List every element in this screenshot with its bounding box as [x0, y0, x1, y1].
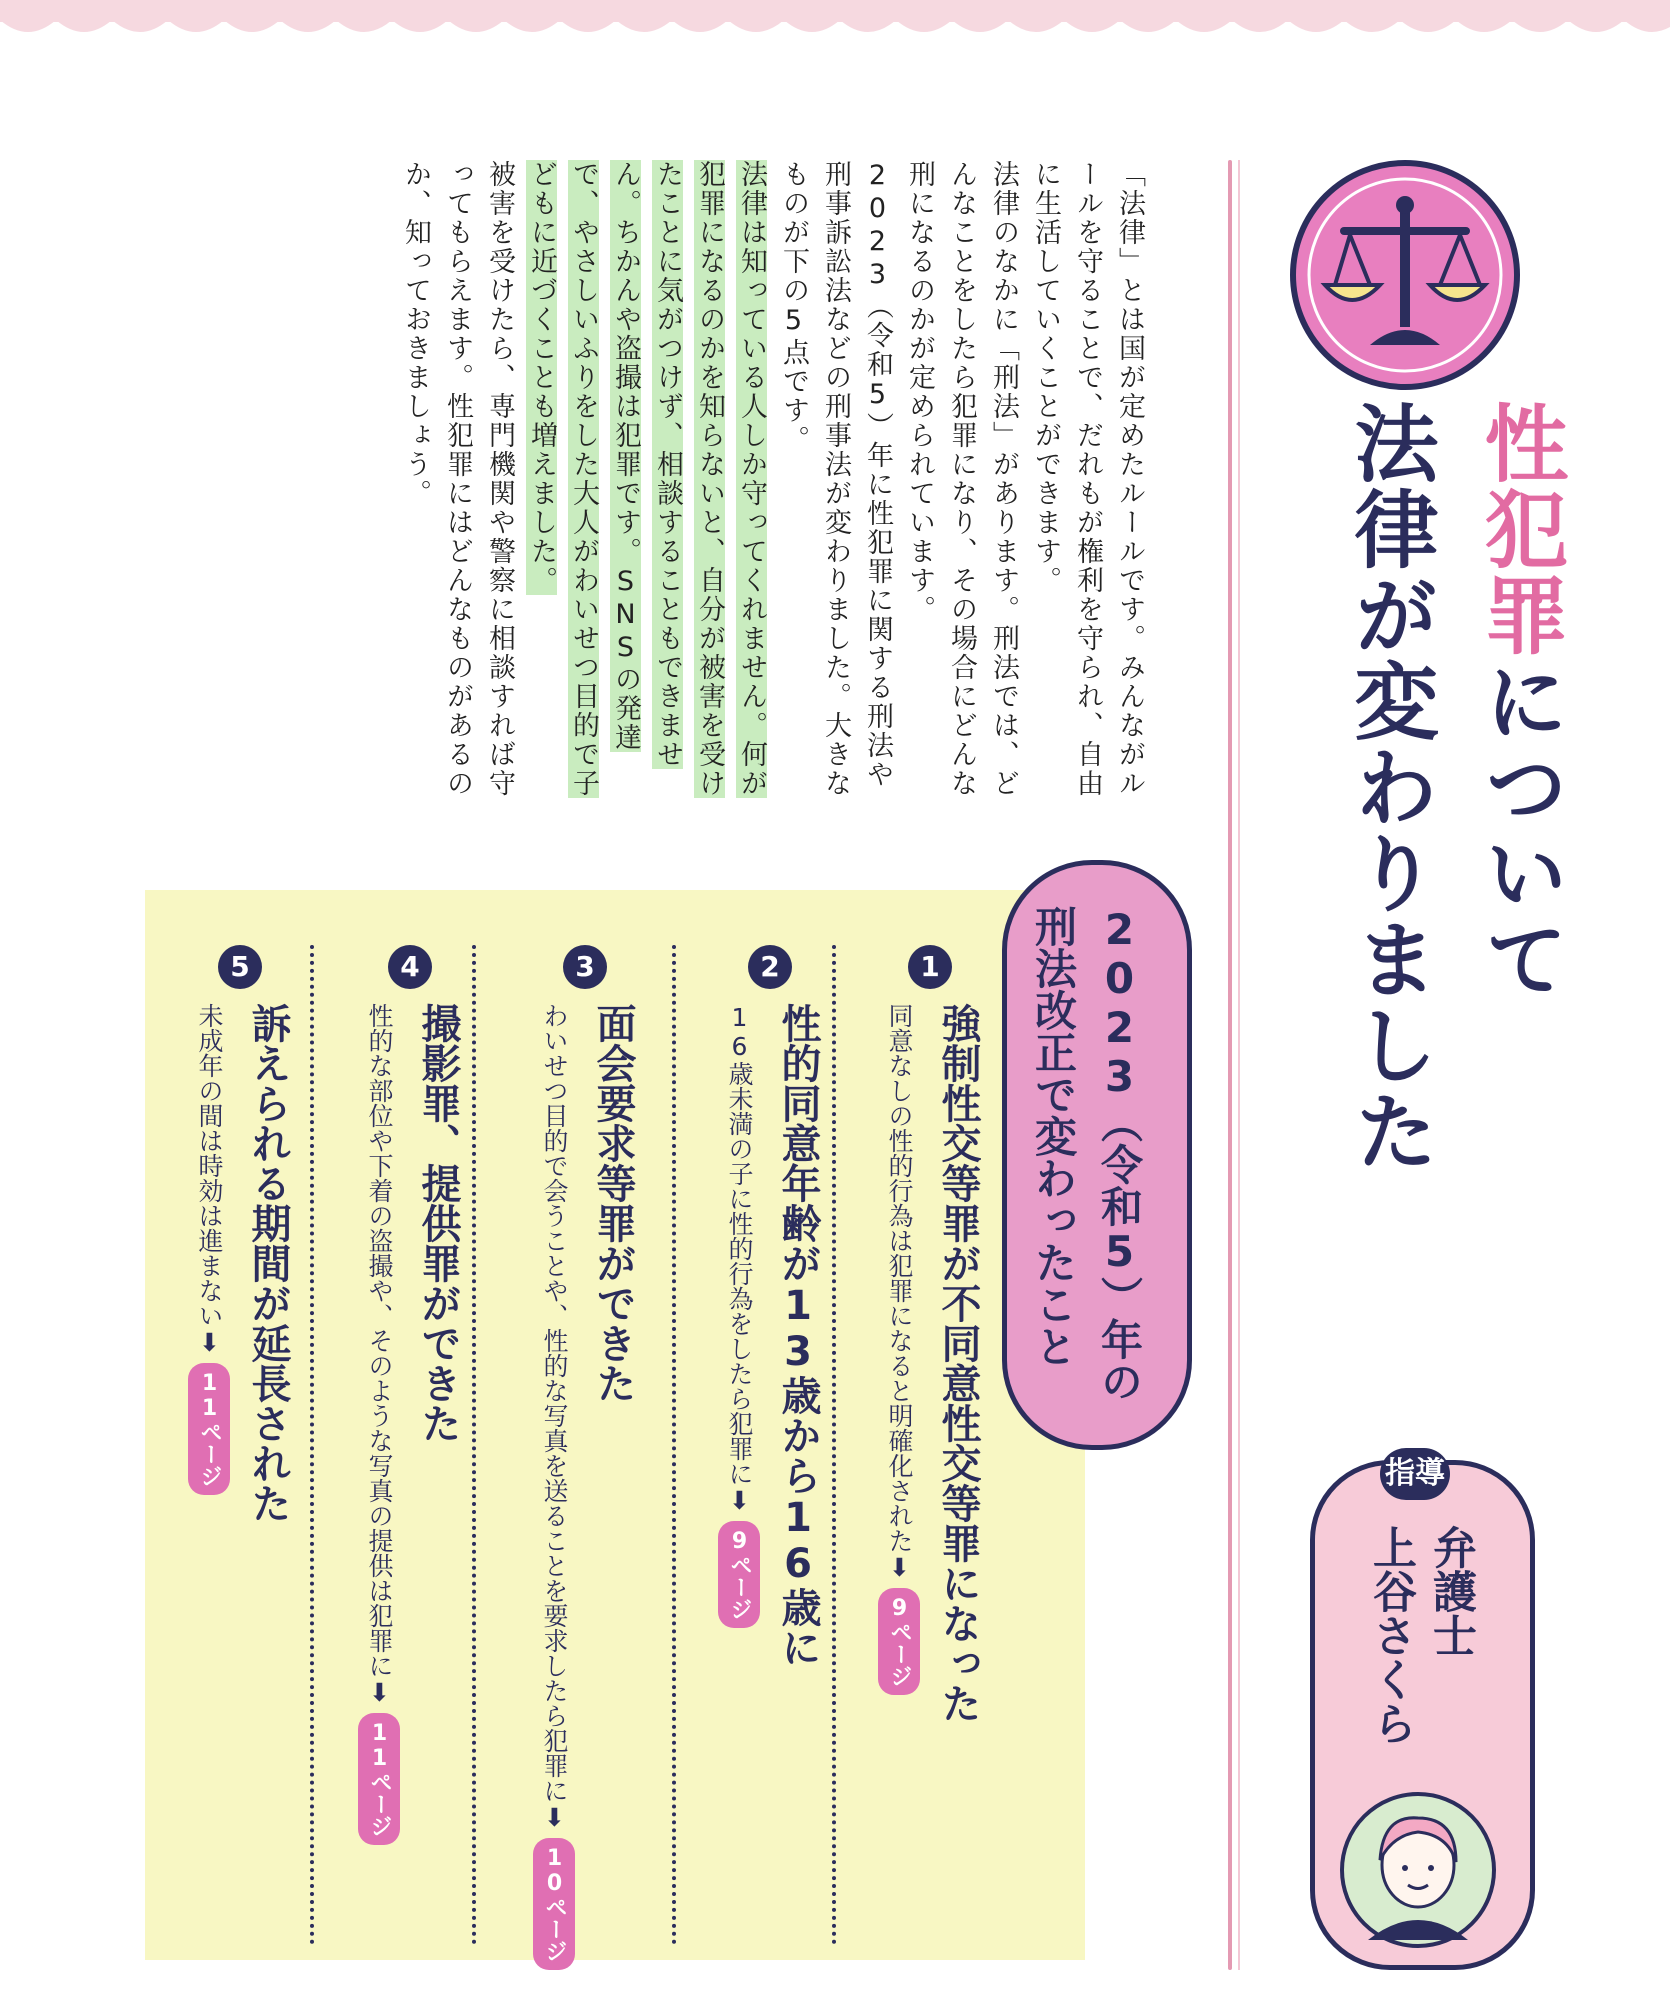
item-separator — [672, 945, 676, 1945]
panel-caption — [1020, 905, 1152, 1425]
title-line1-rest: について — [1471, 658, 1569, 1002]
body-paragraph-4 — [520, 160, 772, 800]
item-description — [533, 1003, 575, 1970]
item-title: 面会要求等罪ができた — [590, 1003, 636, 1403]
item-number: 5 — [218, 945, 262, 989]
supervisor-name: 上谷さくら — [1365, 1525, 1416, 1745]
change-item-5 — [165, 945, 315, 1945]
item-number: 2 — [748, 945, 792, 989]
page-reference[interactable]: 11ページ — [188, 1363, 230, 1495]
supervisor-role: 弁護士 — [1425, 1525, 1476, 1657]
item-title: 性的同意年齢が13歳から16歳に — [775, 1003, 821, 1667]
item-desc-text: 未成年の間は時効は進まない — [195, 1003, 224, 1328]
item-description — [878, 1003, 920, 1723]
body-paragraph-5: 被害を受けたら、専門機関や警察に相談すれば守ってもらえます。性犯罪にはどんなものがあるのか、知っておきましょう。 — [400, 160, 515, 798]
avatar-illustration — [1338, 1790, 1498, 1950]
item-title: 訴えられる期間が延長された — [245, 1003, 291, 1523]
item-desc-text: 性的な部位や下着の盗撮や、そのような写真の提供は犯罪に — [365, 1003, 394, 1678]
item-desc-text: 同意なしの性的行為は犯罪になると明確化された — [885, 1003, 914, 1553]
body-text — [130, 160, 1150, 800]
arrow-down-icon: ⬇ — [540, 1803, 569, 1832]
caption-line-1: 2023（令和5）年の — [1095, 905, 1144, 1402]
caption-line-2: 刑法改正で変わったこと — [1029, 905, 1078, 1367]
body-paragraph-3: 2023（令和5）年に性犯罪に関する刑法や刑事訴訟法などの刑事法が変わりました。大きなものが下の5点です。 — [778, 160, 893, 798]
change-item-3 — [510, 945, 660, 1962]
arrow-down-icon: ⬇ — [885, 1553, 914, 1582]
change-item-2 — [695, 945, 845, 1945]
item-number: 1 — [908, 945, 952, 989]
page-reference[interactable]: 9ページ — [718, 1521, 760, 1628]
item-title: 強制性交等罪が不同意性交等罪になった — [935, 1003, 981, 1723]
title-highlight: 性犯罪 — [1471, 400, 1569, 658]
arrow-down-icon: ⬇ — [365, 1678, 394, 1707]
change-item-4 — [335, 945, 485, 1945]
title-line2: 法律が変わりました — [1341, 400, 1439, 1174]
item-description — [718, 1003, 760, 1667]
page-reference[interactable]: 11ページ — [358, 1713, 400, 1845]
change-item-1 — [855, 945, 1005, 1945]
top-wave-border — [0, 0, 1670, 40]
arrow-down-icon: ⬇ — [195, 1328, 224, 1357]
item-description — [188, 1003, 230, 1523]
item-desc-text: わいせつ目的で会うことや、性的な写真を送ることを要求したら犯罪に — [540, 1003, 569, 1803]
body-paragraph-2: 法律のなかに「刑法」があります。刑法では、どんなことをしたら犯罪になり、その場合にどんな刑になるのかが定められています。 — [904, 160, 1019, 798]
supervisor-badge: 指導 — [1380, 1448, 1450, 1500]
item-title: 撮影罪、提供罪ができた — [415, 1003, 461, 1443]
page-title — [1255, 400, 1585, 1360]
body-paragraph-1: 「法律」とは国が定めたルールです。みんながルールを守ることで、だれもが権利を守られ、自由に生活していくことができます。 — [1030, 160, 1145, 798]
item-description — [358, 1003, 400, 1845]
highlighted-text: 法律は知っている人しか守ってくれません。何が犯罪になるのかを知らないと、自分が被害を受けたことに気がつけず、相談することもできません。ちかんや盗撮は犯罪です。SNSの発達で、やさしいふりをした大人がわいせつ目的で子どもに近づくことも増えました。 — [526, 160, 767, 798]
page-reference[interactable]: 9ページ — [878, 1588, 920, 1695]
arrow-down-icon: ⬇ — [725, 1486, 754, 1515]
vertical-divider-thin — [1238, 160, 1240, 1970]
item-number: 4 — [388, 945, 432, 989]
page-reference[interactable]: 10ページ — [533, 1838, 575, 1970]
scales-icon — [1285, 155, 1525, 395]
item-desc-text: 16歳未満の子に性的行為をしたら犯罪に — [725, 1003, 754, 1486]
vertical-divider — [1228, 160, 1232, 1970]
item-number: 3 — [563, 945, 607, 989]
